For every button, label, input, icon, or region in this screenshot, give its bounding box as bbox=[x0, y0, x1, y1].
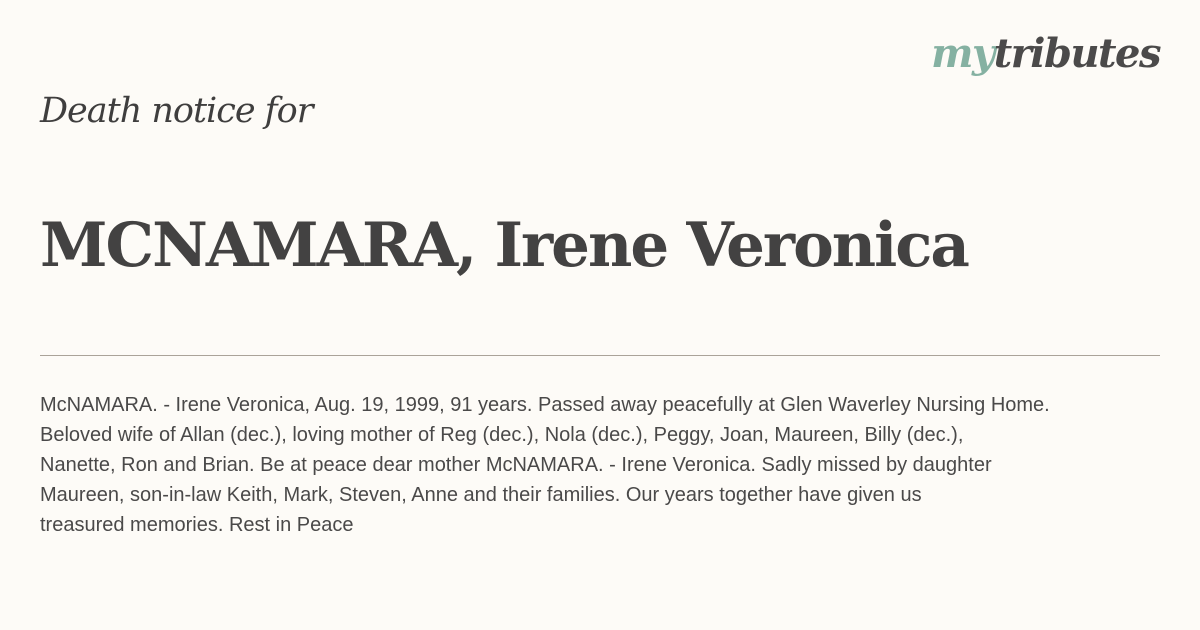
deceased-name: MCNAMARA, Irene Veronica bbox=[40, 210, 968, 281]
mytributes-logo[interactable] bbox=[931, 30, 1160, 77]
notice-heading: Death notice for bbox=[40, 91, 313, 131]
logo-tributes-text: tributes bbox=[993, 30, 1160, 77]
notice-body: McNAMARA. - Irene Veronica, Aug. 19, 1999, 91 years. Passed away peacefully at Glen Waverley Nursing Home. Beloved wife of Allan (dec.), loving mother of Reg (dec.), Nola (dec.), Peggy, Joan, Maureen, Billy (dec.), Nanette, Ron and Brian. Be at peace dear mother McNAMARA. - Irene Veronica. Sadly missed by daughter Maureen, son-in-law Keith, Mark, Steven, Anne and their families. Our years together have given us treasured memories. Rest in Peace bbox=[40, 394, 1050, 536]
divider bbox=[40, 355, 1160, 356]
logo-my-text: my bbox=[931, 30, 994, 77]
